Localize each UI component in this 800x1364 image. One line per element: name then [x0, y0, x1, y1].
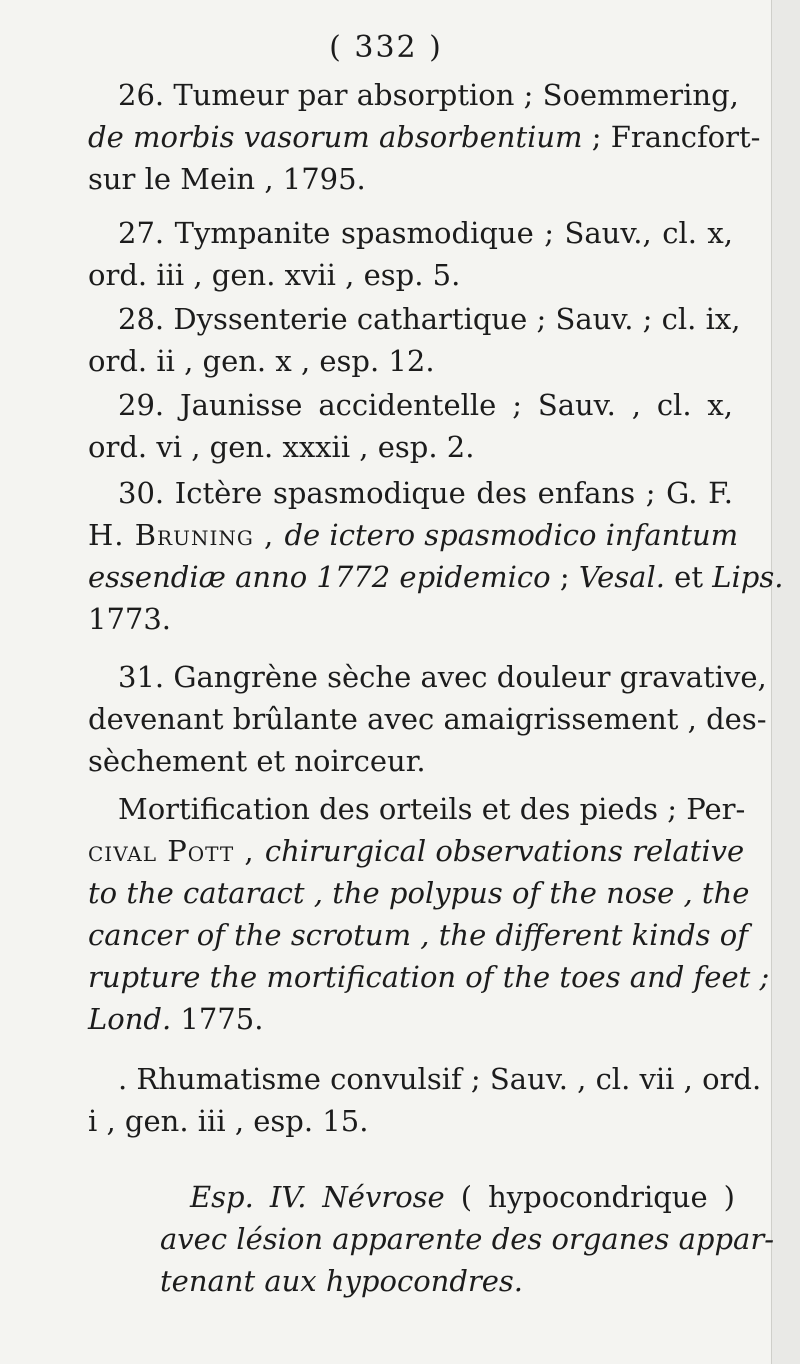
italic-title: essendiæ anno 1772 epidemico [88, 560, 551, 594]
species-line [160, 1176, 735, 1218]
species-line: tenant aux hypocondres. [160, 1264, 524, 1298]
italic-title: de morbis vasorum absorbentium [88, 120, 583, 154]
entry-text: ; Francfort- [582, 120, 761, 154]
entry-line: 31. Gangrène sèche avec douleur gravative, [118, 660, 767, 694]
species-line: avec lésion apparente des organes appar- [160, 1222, 774, 1256]
entry-mortification [88, 788, 770, 1040]
entry-line: sur le Mein , 1795. [88, 162, 366, 196]
entry-line: 1773. [88, 602, 172, 636]
species-title: Esp. IV. Névrose [190, 1180, 445, 1214]
entry-line: to the cataract , the polypus of the nose , the [88, 876, 750, 910]
entry-line: i , gen. iii , esp. 15. [88, 1104, 369, 1138]
italic-place: Lond. [88, 1002, 172, 1036]
entry-26 [88, 74, 761, 200]
entry-line: ord. ii , gen. x , esp. 12. [88, 344, 435, 378]
species-qualifier: ( hypocondrique ) [444, 1180, 735, 1214]
author-name: cival Pott , [88, 834, 265, 868]
entry-text: 1775. [171, 1002, 264, 1036]
entry-line: 30. Ictère spasmodique des enfans ; G. F. [118, 476, 733, 510]
entry-line: ord. vi , gen. xxxii , esp. 2. [88, 430, 475, 464]
entry-line: devenant brûlante avec amaigrissement , des- [88, 702, 767, 736]
entry-27 [88, 212, 733, 296]
entry-line: cancer of the scrotum , the different kinds of [88, 918, 748, 952]
entry-line [88, 116, 761, 158]
entry-line: ord. iii , gen. xvii , esp. 5. [88, 258, 461, 292]
entry-text: ; [550, 560, 579, 594]
species-heading [160, 1176, 774, 1302]
entry-line [88, 830, 745, 872]
italic-place: Lips. [712, 560, 784, 594]
italic-title: chirurgical observations relative [264, 834, 745, 868]
entry-line: sèchement et noirceur. [88, 744, 426, 778]
entry-line [88, 514, 739, 556]
entry-line: 27. Tympanite spasmodique ; Sauv., cl. x, [118, 216, 733, 250]
entry-29 [88, 384, 733, 468]
entry-30 [88, 472, 784, 640]
entry-text: et [664, 560, 713, 594]
author-name: H. Bruning , [88, 518, 285, 552]
entry-31 [88, 656, 767, 782]
entry-line: 26. Tumeur par absorption ; Soemmering, [118, 78, 739, 112]
italic-title: de ictero spasmodico infantum [284, 518, 739, 552]
entry-line [88, 556, 784, 598]
entry-line: 28. Dyssenterie cathartique ; Sauv. ; cl. ix, [118, 302, 741, 336]
entry-28 [88, 298, 741, 382]
entry-line: Mortification des orteils et des pieds ; Per- [118, 792, 746, 826]
italic-place: Vesal. [578, 560, 665, 594]
page-number: ( 332 ) [329, 30, 443, 65]
entry-line: . Rhumatisme convulsif ; Sauv. , cl. vii , ord. [118, 1062, 762, 1096]
entry-line [88, 998, 733, 1040]
entry-rhumatisme [88, 1058, 762, 1142]
entry-line: 29. Jaunisse accidentelle ; Sauv. , cl. x, [118, 388, 733, 422]
entry-line: rupture the mortification of the toes and feet ; [88, 960, 770, 994]
